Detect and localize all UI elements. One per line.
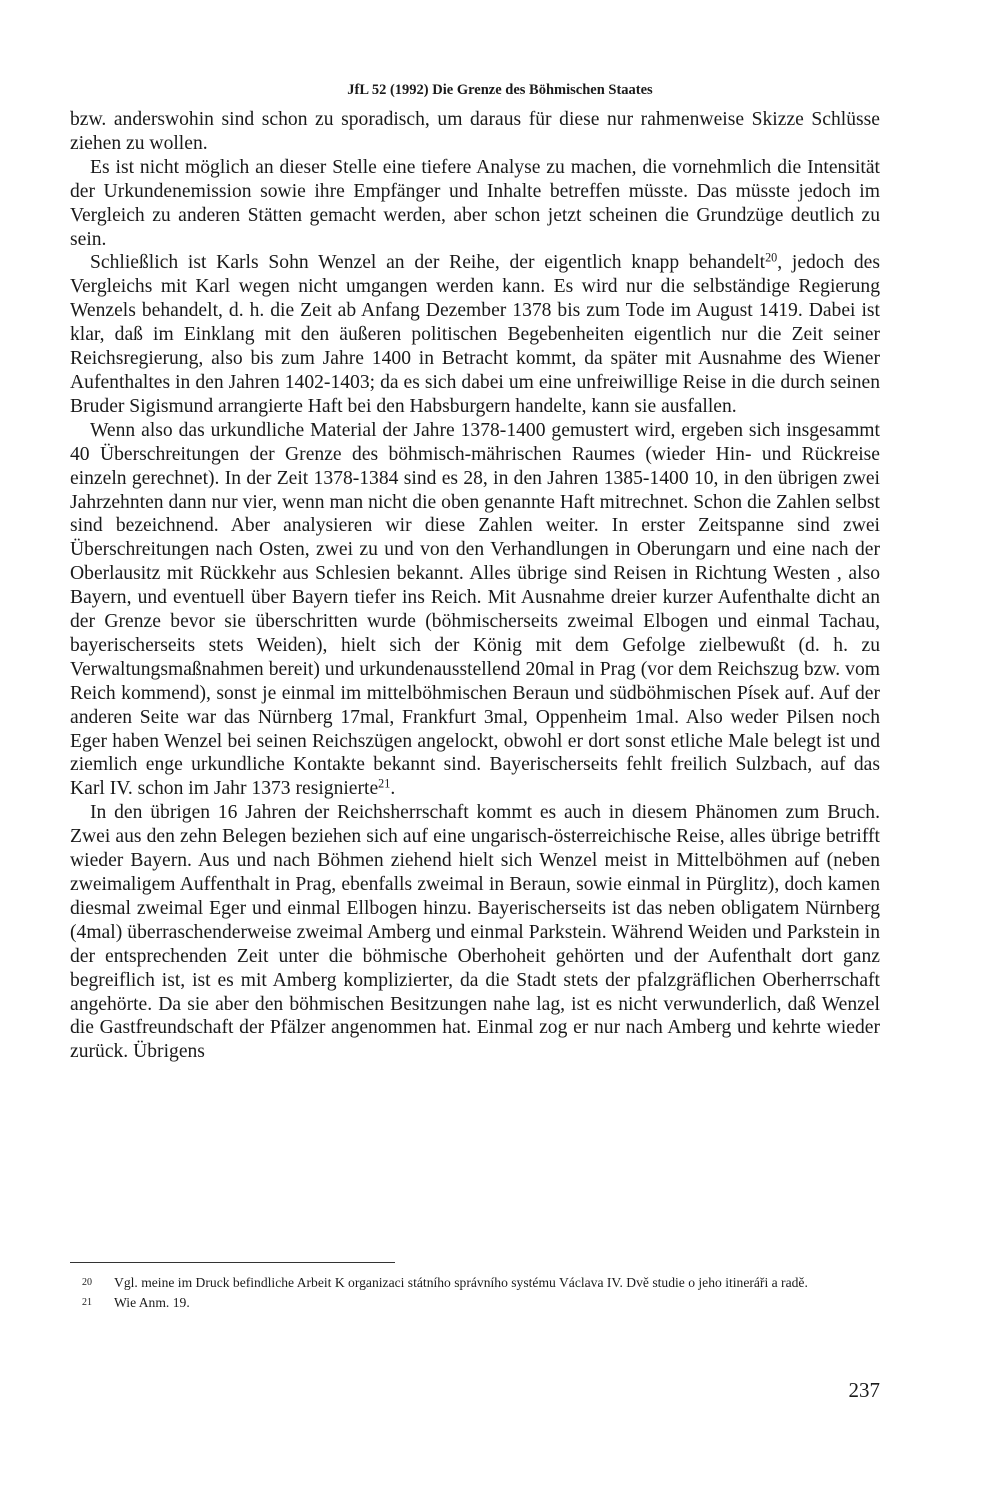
running-header: JfL 52 (1992) Die Grenze des Böhmischen Staates <box>347 82 653 98</box>
footnote-20 <box>70 1275 880 1291</box>
paragraph-4-text-a: Wenn also das urkundliche Material der Jahre 1378-1400 gemustert wird, ergeben sich insgesammt 40 Überschreitungen der Grenze des böhmisch-mährischen Raumes (wieder Hin- und Rückreise einzeln gerechnet). In der Zeit 1378-1384 sind es 28, in den Jahren 1385-1400 10, in den übrigen zwei Jahrzehnten dann nur vier, wenn man nicht die oben genannte Haft mitrechnet. Schon die Zahlen selbst sind bezeichnend. Aber analysieren wir diese Zahlen weiter. In erster Zeitspanne sind zwei Überschreitungen nach Osten, zwei zu und von den Verhandlungen in Oberungarn und eine nach der Oberlausitz mit Rückkehr aus Schlesien bekannt. Alles übrige sind Reisen in Richtung Westen , also Bayern, und eventuell über Bayern tiefer ins Reich. Mit Ausnahme dreier kurzer Aufenthalte dicht an der Grenze bevor sie überschritten wurde (böhmischerseits zweimal Elbogen und einmal Tachau, bayerischerseits stets Weiden), hielt sich der König mit dem Gefolge zielbewußt (d. h. zu Verwaltungsmaßnahmen bereit) und urkundenausstellend 20mal in Prag (vor dem Reichszug bzw. vom Reich kommend), sonst je einmal im mittelböhmischen Beraun und südböhmischen Písek auf. Auf der anderen Seite war das Nürnberg 17mal, Frankfurt 3mal, Oppenheim 1mal. Also weder Pilsen noch Eger haben Wenzel bei seinen Reichszügen angelockt, obwohl er dort sonst etliche Male belegt ist und ziemlich enge urkundliche Kontakte bekannt sind. Bayerischerseits fehlt freilich Sulzbach, auf das Karl IV. schon im Jahr 1373 resignierte <box>70 419 880 800</box>
footnote-number: 20 <box>82 1277 92 1288</box>
footnote-number: 21 <box>82 1297 92 1308</box>
footnote-ref-21[interactable]: 21 <box>378 776 391 791</box>
paragraph-5: In den übrigen 16 Jahren der Reichsherrschaft kommt es auch in diesem Phänomen zum Bruch. Zwei aus den zehn Belegen beziehen sich auf eine ungarisch-österreichische Reise, alles übrige betrifft wieder Bayern. Aus und nach Böhmen ziehend hielt sich Wenzel meist in Mittelböhmen auf (neben zweimaligem Auffenthalt in Prag, ebenfalls zweimal in Beraun, sowie einmal in Pürglitz), doch kamen diesmal zweimal Eger und einmal Ellbogen hinzu. Bayerischerseits ist das neben obligatem Nürnberg (4mal) überraschenderweise zweimal Amberg und einmal Parkstein. Während Weiden und Parkstein in der entsprechenden Zeit unter die böhmische Oberhoheit gehörten und der Aufenthalt dort ganz begreiflich ist, ist es mit Amberg komplizierter, da die Stadt stets der pfalzgräflichen Oberherrschaft angehörte. Da sie aber den böhmischen Besitzungen nahe lag, ist es nicht verwunderlich, daß Wenzel die Gastfreundschaft der Pfälzer angenommen hat. Einmal zog er nur nach Amberg und kehrte wieder zurück. Übrigens <box>70 802 880 1063</box>
body-text <box>70 108 880 1064</box>
paragraph-1: bzw. anderswohin sind schon zu sporadisch, um daraus für diese nur rahmenweise Skizze Schlüsse ziehen zu wollen. <box>70 109 880 154</box>
footnote-text: Vgl. meine im Druck befindliche Arbeit K organizaci státního správního systému Václava IV. Dvě studie o jeho itineráři a radě. <box>114 1275 808 1290</box>
paragraph-4 <box>70 419 880 802</box>
footnote-ref-20[interactable]: 20 <box>765 250 778 265</box>
footnote-21 <box>70 1295 880 1311</box>
footnote-text: Wie Anm. 19. <box>114 1295 190 1310</box>
paragraph-3 <box>70 251 880 418</box>
paragraph-3-text-a: Schließlich ist Karls Sohn Wenzel an der Reihe, der eigentlich knapp behandelt <box>90 252 766 274</box>
paragraph-3-text-b: , jedoch des Vergleichs mit Karl wegen nicht umgangen werden kann. Es wird nur die selbständige Regierung Wenzels behandelt, d. h. die Zeit ab Anfang Dezember 1378 bis zum Tode im August 1419. Dabei ist klar, daß im Einklang mit den äußeren politischen Begebenheiten eigentlich nur die Zeit seiner Reichsregierung, also bis zum Jahre 1400 in Betracht kommt, da später mit Ausnahme des Wiener Aufenthaltes in den Jahren 1402-1403; da es sich dabei um eine unfreiwillige Reise in die durch seinen Bruder Sigismund arrangierte Haft bei den Habsburgern handelte, kann sie ausfallen. <box>70 252 880 417</box>
paragraph-4-text-b: . <box>390 778 396 800</box>
footnote-divider <box>70 1262 395 1263</box>
page-number: 237 <box>848 1378 880 1402</box>
paragraph-2: Es ist nicht möglich an dieser Stelle eine tiefere Analyse zu machen, die vornehmlich die Intensität der Urkundenemission sowie ihre Empfänger und Inhalte betreffen müsste. Das müsste jedoch im Vergleich zu anderen Stätten gemacht werden, aber schon jetzt scheinen die Grundzüge deutlich zu sein. <box>70 156 880 250</box>
footnotes <box>70 1275 880 1315</box>
